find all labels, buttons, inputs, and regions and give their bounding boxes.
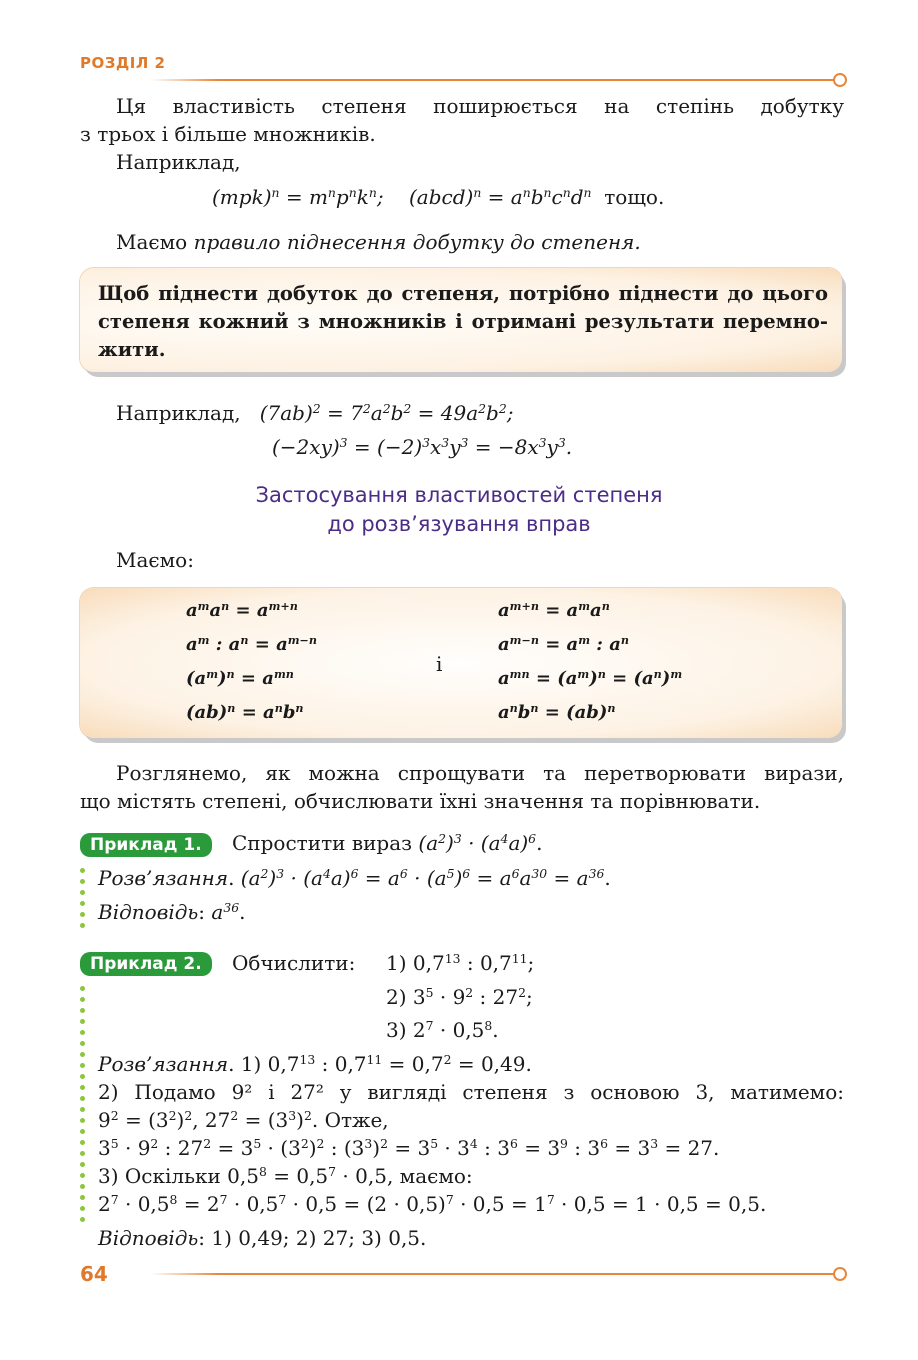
example2-item2: 2) $3^5 \cdot 9^2$ : $27^2$; [386, 985, 533, 1009]
example2-step2-eq: $9^2 = (3^2)^2$, $27^2 = (3^3)^2$. Отже, [98, 1108, 389, 1132]
formula-left-4: $(ab)^n = a^nb^n$ [186, 701, 304, 723]
example2-item1: 1) $0,7^{13}$ : $0,7^{11}$; [386, 951, 535, 975]
header-rule-end [833, 73, 847, 87]
rule-line1: Щоб піднести добуток до степеня, потрібно піднести до цього [98, 282, 828, 305]
header-rule [150, 79, 835, 81]
rule-intro [116, 228, 641, 256]
example2-answer-text: : 1) 0,49; 2) 27; 3) 0,5. [198, 1226, 427, 1250]
rule-text [98, 280, 828, 364]
formula-left-2: $a^m$ : $a^n = a^{m-n}$ [186, 633, 317, 655]
example1-task-text: Спростити вираз [232, 831, 419, 855]
rule-intro-italic: правило піднесення добутку до степеня. [193, 230, 641, 254]
example1-task: Спростити вираз $(a^2)^3 \cdot (a^4a)^6$. [232, 831, 543, 855]
example-after-rule-label: Наприклад, [116, 401, 241, 425]
page-number: 64 [80, 1262, 108, 1286]
example2-label: Наприклад, $(7ab)^2 = 7^2a^2b^2 = 49a^2b^2$; [116, 401, 514, 425]
example2-step3-text: 3) Оскільки [98, 1164, 228, 1188]
and-word: і [436, 652, 443, 676]
have-label: Маємо: [116, 548, 194, 572]
section-heading-line2: до розв’язування вправ [327, 512, 591, 536]
example-label: Наприклад, [116, 150, 241, 174]
rule-line3: жити. [98, 338, 166, 361]
example2-badge [80, 950, 212, 975]
example1-badge [80, 831, 212, 856]
formula-right-2: $a^{m-n} = a^m$ : $a^n$ [498, 633, 629, 655]
formula-product-powers: $(mpk)^n = m^np^nk^n$; (abcd)$^n$ = $a^nb^nc^nd^n$ тощо. [212, 185, 665, 209]
example2-task: Обчислити: [232, 951, 356, 975]
footer-rule [150, 1273, 835, 1275]
example-formula-2: $(-2xy)^3 = (-2)^3x^3y^3 = -8x^3y^3$. [272, 435, 573, 459]
section-heading-line1: Застосування властивостей степеня [255, 483, 663, 507]
example1-solution: Розв’язання. $(a^2)^3 \cdot (a^4a)^6 = a^6 \cdot (a^5)^6 = a^6a^{30} = a^{36}$. [98, 866, 611, 890]
example1-answer: Відповідь: $a^{36}$. [98, 900, 246, 924]
formula-box [80, 588, 842, 738]
example2-solution-label: Розв’язання [98, 1052, 229, 1076]
example2-step3-tail: , маємо: [386, 1164, 473, 1188]
intro-line2: з трьох і більше множників. [80, 122, 376, 146]
example2-step2: 2) Подамо 9² і 27² у вигляді степеня з основою 3, матимемо: [98, 1080, 844, 1104]
example2-step2-calc: $3^5 \cdot 9^2$ : $27^2 = 3^5 \cdot (3^2)^2$ : $(3^3)^2 = 3^5 \cdot 3^4$ : $3^6 = 3^9$ : $3^6 = 3^3 = 27$. [98, 1136, 720, 1160]
consider-line2: що містять степені, обчислювати їхні значення та порівнювати. [80, 789, 761, 813]
formula-tail: тощо. [604, 185, 665, 209]
example2-step3: 3) Оскільки $0,5^8 = 0,5^7 \cdot 0,5$, маємо: [98, 1164, 473, 1188]
formula-right-3: $a^{mn} = (a^m)^n = (a^n)^m$ [498, 667, 683, 689]
example2-item3: 3) $2^7 \cdot 0,5^8$. [386, 1018, 499, 1042]
example1-answer-label: Відповідь [98, 900, 199, 924]
example2-answer-label: Відповідь [98, 1226, 199, 1250]
example2-step3-calc: $2^7 \cdot 0,5^8 = 2^7 \cdot 0,5^7 \cdot 0,5 = (2 \cdot 0,5)^7 \cdot 0,5 = 1^7 \cdot 0,5 = 1 \cdot 0,5 = 0,5$. [98, 1192, 767, 1216]
rule-intro-text: Маємо [116, 230, 194, 254]
consider-line1: Розглянемо, як можна спрощувати та перетворювати вирази, [116, 761, 844, 785]
formula-right-4: $a^nb^n = (ab)^n$ [498, 701, 616, 723]
intro-line1: Ця властивість степеня поширюється на степінь добутку [116, 94, 844, 118]
example2-answer [98, 1224, 426, 1252]
formula-left-1: $a^ma^n = a^{m+n}$ [186, 599, 298, 621]
rule-box [80, 268, 842, 372]
rule-line2: степеня кожний з множників і отримані результати перемно- [98, 310, 828, 333]
example2-dots [80, 986, 86, 1228]
example1-dots [80, 868, 86, 934]
example1-badge-label: Приклад 1. [80, 833, 212, 857]
footer-rule-end [833, 1267, 847, 1281]
example2-solution: Розв’язання. 1) $0,7^{13}$ : $0,7^{11} = 0,7^2 = 0,49$. [98, 1052, 532, 1076]
example1-solution-label: Розв’язання [98, 866, 229, 890]
formula-left-3: $(a^m)^n = a^{mn}$ [186, 667, 294, 689]
section-label: РОЗДІЛ 2 [80, 54, 166, 72]
example2-otzhe: Отже, [324, 1108, 389, 1132]
example2-badge-label: Приклад 2. [80, 952, 212, 976]
formula-right-1: $a^{m+n} = a^ma^n$ [498, 599, 610, 621]
